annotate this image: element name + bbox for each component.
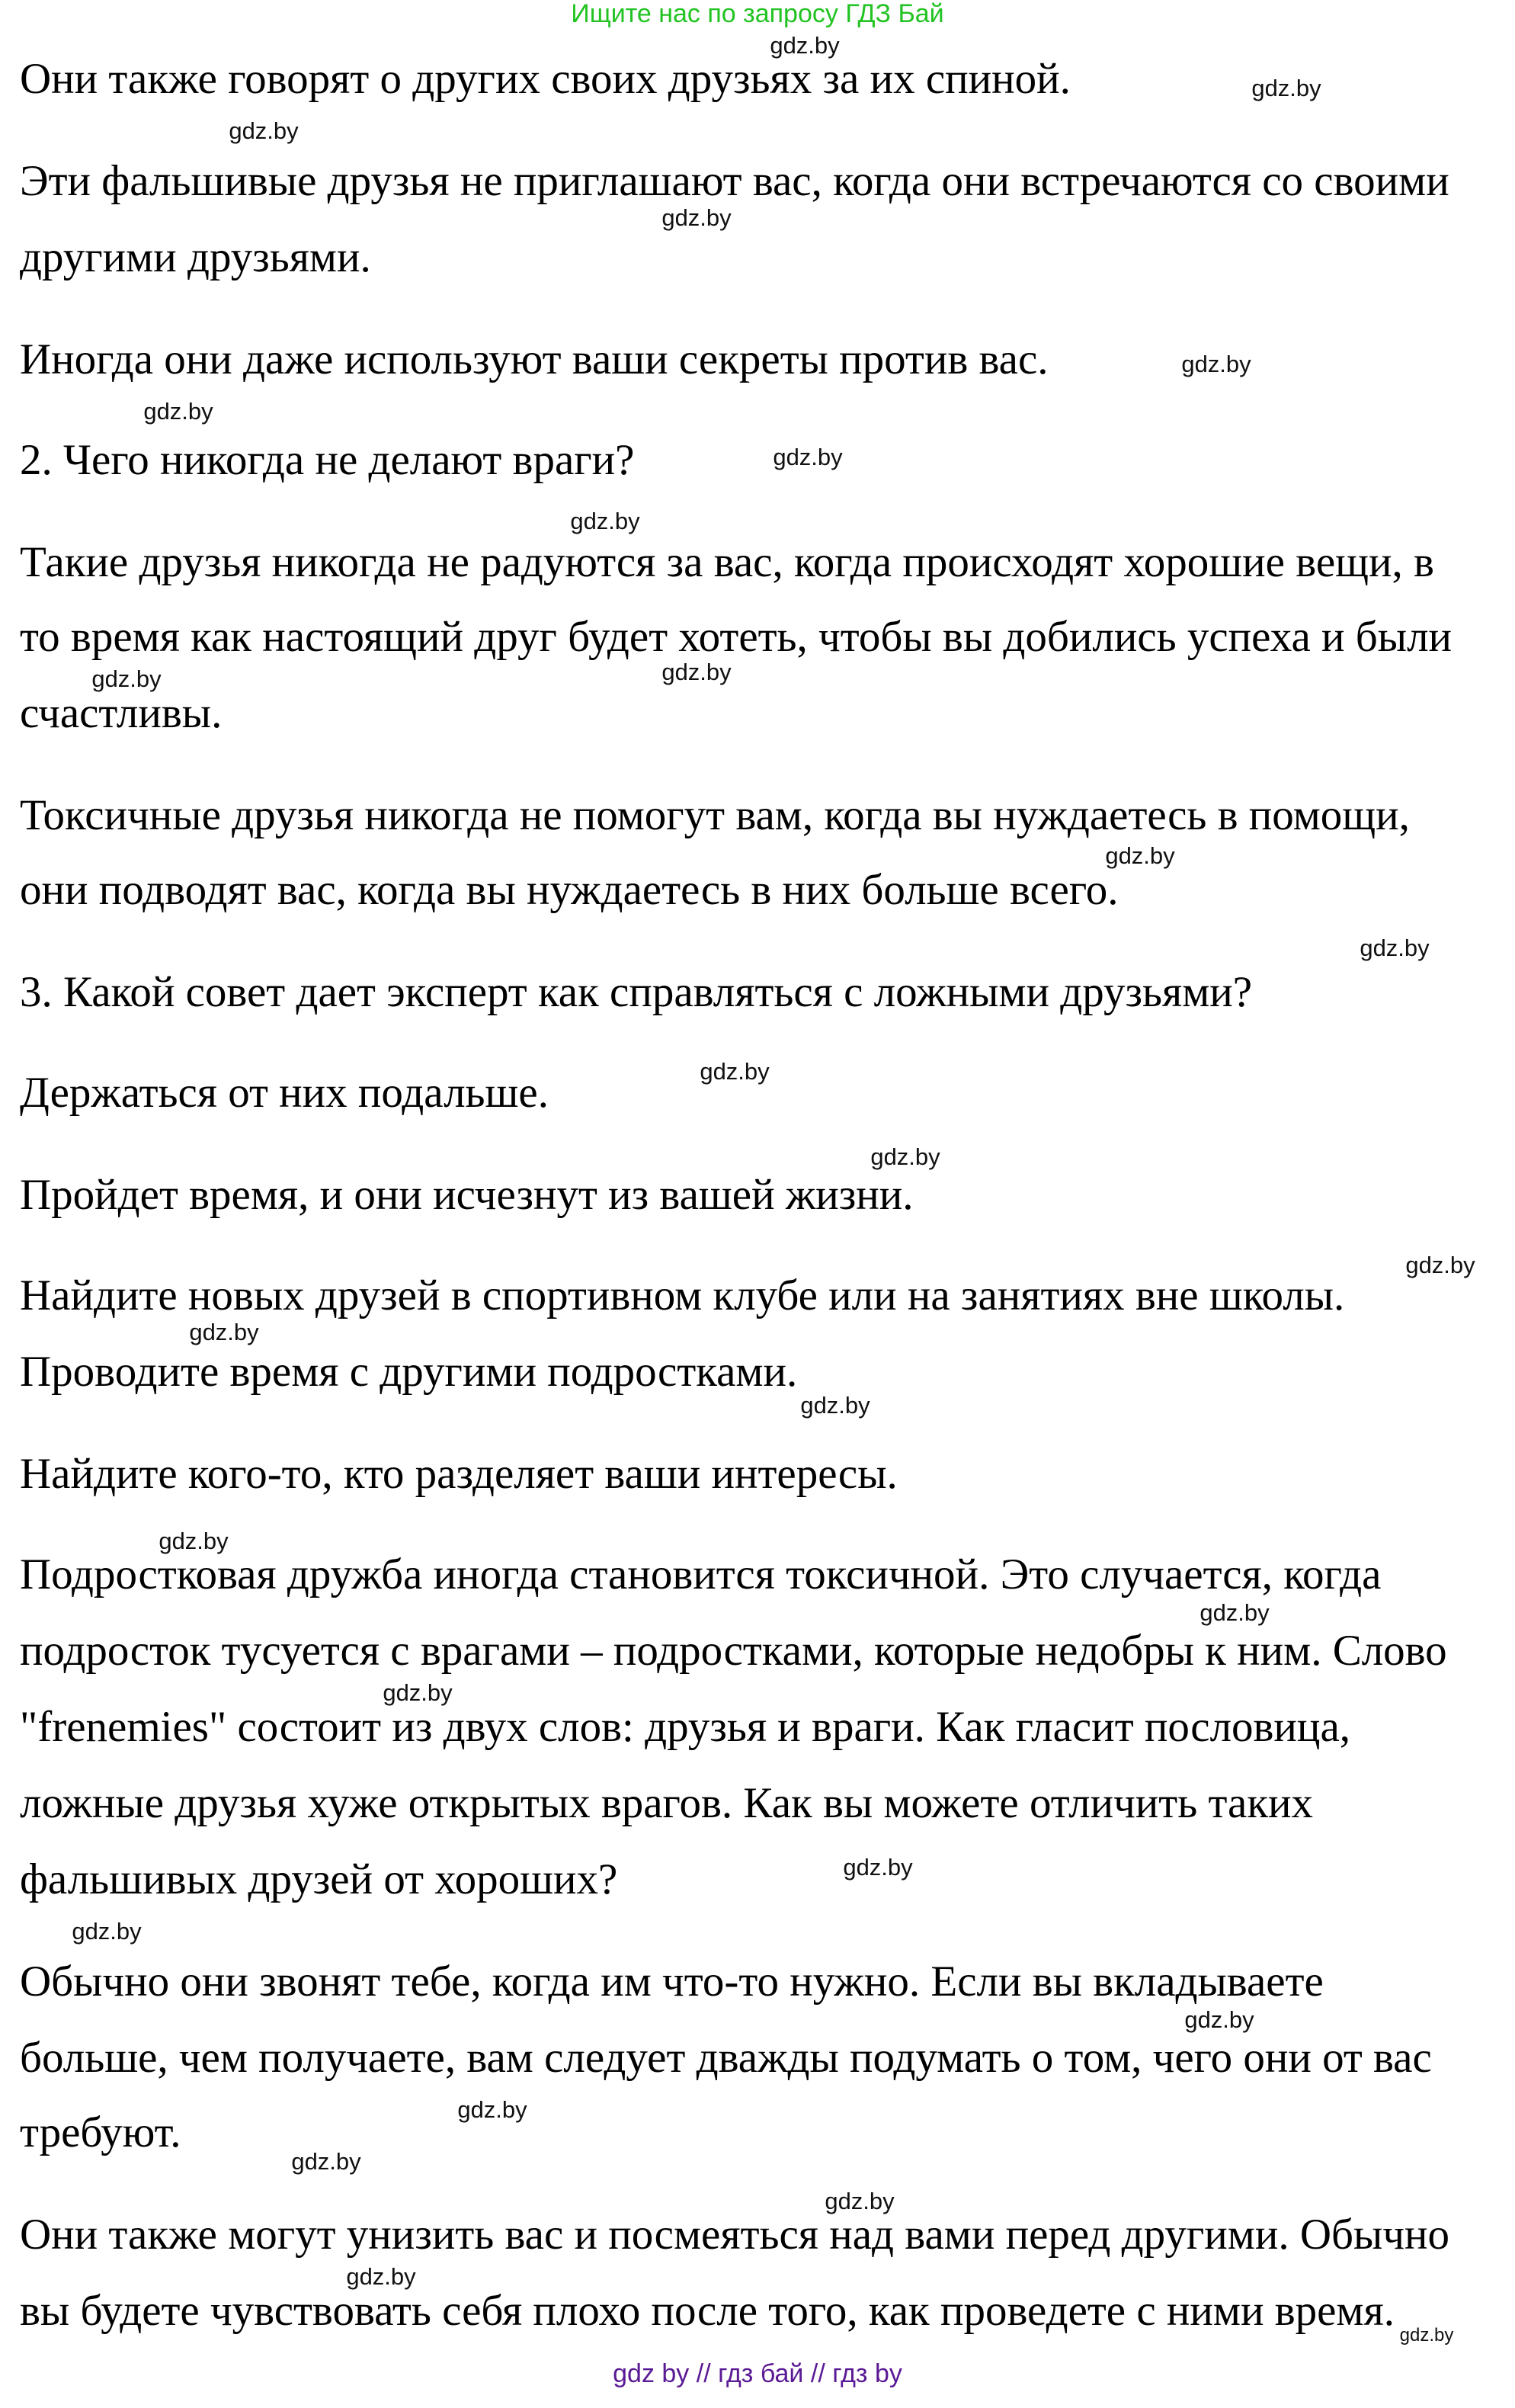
watermark: gdz.by [189,1319,259,1345]
search-hint-banner: Ищите нас по запросу ГДЗ Бай [571,0,944,28]
watermark: gdz.by [661,659,732,685]
text-line: Обычно они звонят тебе, когда им что-то нужно. Если вы вкладываете [20,1958,1324,2006]
watermark: gdz.by [91,665,162,692]
text-line: 2. Чего никогда не делают враги? [20,436,635,484]
watermark: gdz.by [773,444,843,470]
watermark: gdz.by [570,508,640,534]
text-line: Найдите новых друзей в спортивном клубе или на занятиях вне школы. [20,1271,1345,1319]
text-line: фальшивых друзей от хороших? [20,1855,618,1903]
watermark: gdz.by [1181,351,1251,377]
watermark: gdz.by [870,1143,940,1170]
text-line: 3. Какой совет дает эксперт как справляться с ложными друзьями? [20,968,1253,1016]
text-line: счастливы. [20,689,223,737]
text-line: Подростковая дружба иногда становится токсичной. Это случается, когда [20,1550,1382,1598]
watermark: gdz.by [1105,842,1175,869]
watermark: gdz.by [800,1392,870,1419]
watermark: gdz.by [1200,1599,1270,1626]
watermark: gdz.by [1360,935,1430,961]
text-line: другими друзьями. [20,233,371,281]
watermark: gdz.by [661,204,732,231]
text-line: Проводите время с другими подростками. [20,1348,798,1396]
text-line: больше, чем получаете, вам следует дважды подумать о том, чего они от вас [20,2034,1432,2082]
text-line: Эти фальшивые друзья не приглашают вас, когда они встречаются со своими [20,157,1449,205]
text-line: Пройдет время, и они исчезнут из вашей жизни. [20,1171,914,1219]
text-line: требуют. [20,2108,181,2156]
watermark: gdz.by [229,117,299,144]
watermark: gdz.by [770,32,840,59]
watermark: gdz.by [383,1679,453,1706]
watermark: gdz.by [843,1854,913,1881]
watermark: gdz.by [72,1918,142,1945]
text-line: подросток тусуется с врагами – подростками, которые недобры к ним. Слово [20,1627,1447,1675]
watermark: gdz.by [1399,2325,1454,2345]
text-line: то время как настоящий друг будет хотеть, чтобы вы добились успеха и были [20,613,1453,661]
text-line: Токсичные друзья никогда не помогут вам, когда вы нуждаетесь в помощи, [20,791,1410,839]
watermark: gdz.by [457,2096,527,2123]
text-line: Держаться от них подальше. [20,1069,549,1117]
watermark: gdz.by [159,1528,229,1554]
watermark: gdz.by [1184,2006,1254,2033]
text-line: Они также говорят о других своих друзьях за их спиной. [20,55,1071,103]
text-line: Такие друзья никогда не радуются за вас, когда происходят хорошие вещи, в [20,538,1434,586]
text-line: Они также могут унизить вас и посмеяться над вами перед другими. Обычно [20,2211,1450,2259]
watermark: gdz.by [291,2148,361,2175]
watermark: gdz.by [1405,1252,1475,1278]
watermark: gdz.by [143,398,213,425]
watermark: gdz.by [1251,75,1321,101]
watermark: gdz.by [825,2188,895,2214]
text-line: "frenemies" состоит из двух слов: друзья и враги. Как гласит пословица, [20,1703,1350,1751]
text-line: Иногда они даже используют ваши секреты против вас. [20,335,1049,383]
watermark: gdz.by [346,2263,416,2290]
text-line: Найдите кого-то, кто разделяет ваши интересы. [20,1450,898,1498]
text-line: они подводят вас, когда вы нуждаетесь в них больше всего. [20,866,1119,914]
text-line: вы будете чувствовать себя плохо после того, как проведете с ними время. [20,2287,1395,2335]
footer-watermark: gdz by // гдз бай // гдз by [613,2359,902,2388]
text-line: ложные друзья хуже открытых врагов. Как вы можете отличить таких [20,1779,1314,1827]
watermark: gdz.by [700,1058,770,1085]
